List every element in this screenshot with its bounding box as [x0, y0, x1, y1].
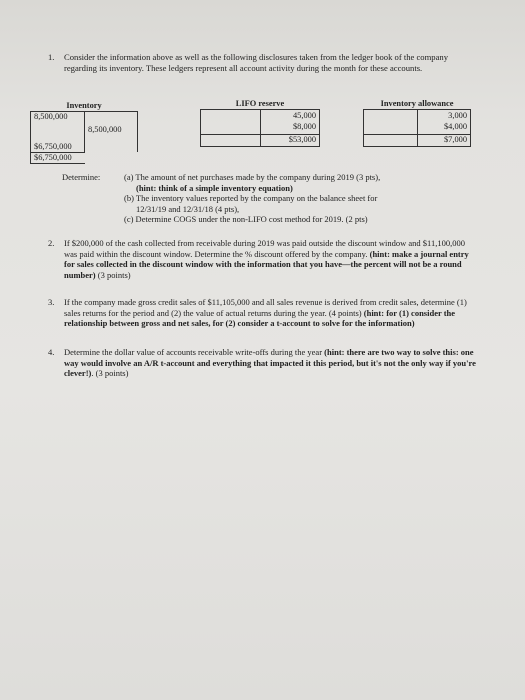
- t-account-credit: 8,500,000: [88, 125, 122, 134]
- t-account-credit: $8,000: [292, 122, 316, 131]
- t-account-balance-row: [30, 152, 85, 164]
- question-2: [48, 238, 478, 280]
- determine-item-a-hint: [124, 183, 454, 194]
- question-number: 3.: [48, 297, 55, 307]
- determine-item-a: (a) The amount of net purchases made by the company during 2019 (3 pts),: [124, 172, 381, 182]
- question-text: [64, 297, 478, 329]
- question-plain: Determine the dollar value of accounts receivable write-offs during the year: [64, 347, 325, 357]
- t-account-body: [200, 110, 320, 134]
- determine-item-b: (b) The inventory values reported by the company on the balance sheet for: [124, 193, 378, 204]
- t-account-body: [363, 110, 471, 134]
- t-account-body: [30, 112, 138, 152]
- question-plain: If $200,000 of the cash collected from receivable during 2019 was paid outside the discount window and $11,100,000 was paid within the discount window. Determine the % discount offered by the company.: [64, 238, 465, 259]
- question-points: (3 points): [95, 269, 131, 280]
- question-text: [64, 347, 478, 379]
- question-3: [48, 297, 478, 329]
- t-account-title: LIFO reserve: [200, 99, 320, 110]
- determine-label: Determine:: [62, 172, 101, 182]
- t-account-balance: $53,000: [288, 135, 316, 144]
- t-account-debit-total: $6,750,000: [34, 142, 72, 151]
- lifo-reserve-t-account: [200, 99, 320, 147]
- determine-list: [124, 172, 454, 225]
- inventory-allowance-t-account: [363, 99, 471, 147]
- hint-text: (hint: there are two way to solve this: one way would involve an A/R t-account and everything that impacted it this period, but it's not the only way if you're clever!): [64, 347, 476, 378]
- t-account-credit: 3,000: [448, 111, 467, 120]
- hint-text: (hint: make a journal entry for sales collected in the discount window with the information that you have—the percent will not be a round number): [64, 248, 469, 280]
- question-number: 4.: [48, 347, 55, 357]
- t-account-credit: $4,000: [443, 122, 467, 131]
- question-plain: If the company made gross credit sales of $11,105,000 and all sales revenue is derived from credit sales, determine (1) sales returns for the period and (2) the value of actual returns during the year. (4 points): [64, 297, 467, 318]
- t-account-balance: $6,750,000: [34, 153, 72, 162]
- question-text: Consider the information above as well as the following disclosures taken from the ledger book of the company regarding its inventory. These ledgers represent all account activity during the month for these accounts.: [64, 52, 448, 73]
- t-account-title: Inventory allowance: [363, 99, 471, 110]
- question-4: [48, 347, 478, 379]
- t-account-debit: 8,500,000: [34, 112, 68, 121]
- t-account-balance: $7,000: [443, 135, 467, 144]
- t-account-balance-row: [200, 134, 320, 147]
- t-account-title: Inventory: [30, 101, 138, 112]
- t-account-balance-row: [363, 134, 471, 147]
- hint-text: (hint: think of a simple inventory equation): [136, 182, 293, 193]
- hint-text: (hint: for (1) consider the relationship between gross and net sales, for (2) consider a t-account to solve for the information): [64, 307, 456, 328]
- inventory-t-account: [30, 101, 138, 164]
- question-text: [64, 238, 478, 280]
- t-account-credit: 45,000: [292, 111, 316, 120]
- determine-item-b-cont: 12/31/19 and 12/31/18 (4 pts),: [136, 203, 240, 214]
- determine-item-c: (c) Determine COGS under the non-LIFO cost method for 2019. (2 pts): [124, 214, 368, 225]
- question-number: 1.: [48, 52, 55, 62]
- question-number: 2.: [48, 238, 55, 248]
- question-points: . (3 points): [91, 368, 129, 378]
- question-1: [48, 52, 478, 73]
